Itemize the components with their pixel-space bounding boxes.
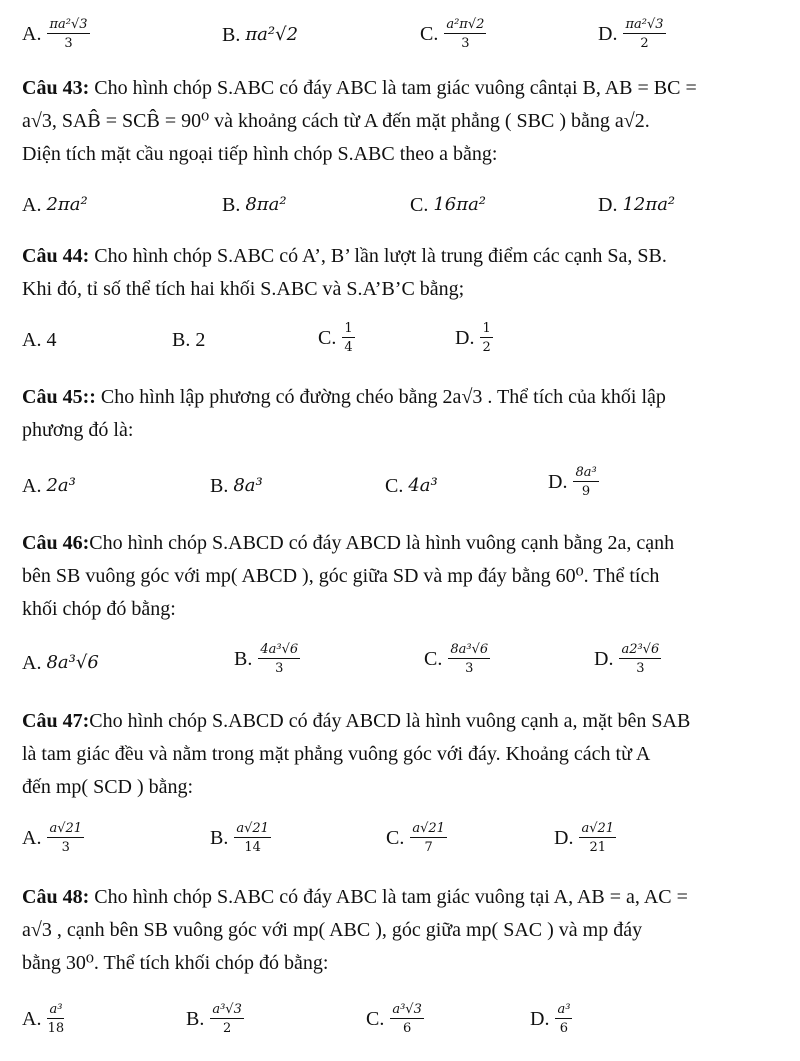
q48-stem-line-1: Câu 48: Cho hình chóp S.ABC có đáy ABC là tam giác vuông tại A, AB = a, AC = <box>22 886 688 908</box>
q48-option-a: A. $\frac{\text{a³}}{18}$ <box>22 1002 65 1036</box>
fraction: $\frac{\text{8a³}}{9}$ <box>575 465 597 499</box>
q42-option-d: D. $\frac{\text{πa²√3}}{2}$ <box>598 17 664 51</box>
q44-option-b: B. 2 <box>172 329 206 351</box>
q45-stem-line-2: phương đó là: <box>22 419 134 441</box>
q47-option-a: A. $\frac{a√21}{3}$ <box>22 821 83 855</box>
q44-option-a: A. 4 <box>22 329 57 351</box>
fraction: $\frac{1}{4}$ <box>344 321 353 355</box>
fraction: $\frac{\text{a³√3}}{2}$ <box>212 1002 242 1036</box>
q46-option-d: D. $\frac{\text{a2³√6}}{3}$ <box>594 642 660 676</box>
q45-option-d: D. $\frac{\text{8a³}}{9}$ <box>548 465 597 499</box>
fraction: $\frac{a√21}{21}$ <box>581 821 615 855</box>
q48-option-d: D. $\frac{\text{a³}}{6}$ <box>530 1002 571 1036</box>
q46-option-c: C. $\frac{\text{8a³√6}}{3}$ <box>424 642 489 676</box>
fraction: $\frac{\text{a³}}{18}$ <box>47 1002 65 1036</box>
q43-option-d: D. 12πa² <box>598 194 676 216</box>
q48-stem-line-3: bằng 30⁰. Thể tích khối chóp đó bằng: <box>22 952 329 974</box>
q42-option-b: B. πa²√2 <box>222 24 299 46</box>
q43-option-b: B. 8πa² <box>222 194 287 216</box>
q47-stem-line-2: là tam giác đều và nằm trong mặt phẳng vuông góc với đáy. Khoảng cách từ A <box>22 743 651 765</box>
fraction: $\frac{\text{a²π√2}}{3}$ <box>446 17 485 51</box>
q46-stem-line-1: Câu 46:Cho hình chóp S.ABCD có đáy ABCD là hình vuông cạnh bằng 2a, cạnh <box>22 532 675 554</box>
q43-option-c: C. 16πa² <box>410 194 487 216</box>
q48-option-c: C. $\frac{\text{a³√3}}{6}$ <box>366 1002 422 1036</box>
q48-option-b: B. $\frac{\text{a³√3}}{2}$ <box>186 1002 242 1036</box>
q43-option-a: A. 2πa² <box>22 194 88 216</box>
q48-stem-line-2: a√3 , cạnh bên SB vuông góc với mp( ABC ), góc giữa mp( SAC ) và mp đáy <box>22 919 643 941</box>
fraction: $\frac{\text{a³√3}}{6}$ <box>392 1002 422 1036</box>
q45-title: Câu 45:: <box>22 386 96 408</box>
fraction: $\frac{\text{a2³√6}}{3}$ <box>621 642 660 676</box>
q42-option-c: C. $\frac{\text{a²π√2}}{3}$ <box>420 17 485 51</box>
fraction: $\frac{\text{4a³√6}}{3}$ <box>260 642 299 676</box>
fraction: $\frac{\text{πa²√3}}{2}$ <box>625 17 664 51</box>
q42-option-a: A. $\frac{\text{πa²√3}}{3}$ <box>22 17 88 51</box>
q46-option-b: B. $\frac{\text{4a³√6}}{3}$ <box>234 642 299 676</box>
q45-option-a: A. 2a³ <box>22 475 76 497</box>
fraction: $\frac{\text{a³}}{6}$ <box>557 1002 571 1036</box>
q46-stem-line-2: bên SB vuông góc với mp( ABCD ), góc giữa SD và mp đáy bằng 60⁰. Thể tích <box>22 565 660 587</box>
fraction: $\frac{1}{2}$ <box>482 321 491 355</box>
q47-stem-line-3: đến mp( SCD ) bằng: <box>22 776 194 798</box>
q43-stem-line-2: a√3, SAB̂ = SCB̂ = 90⁰ và khoảng cách từ A đến mặt phẳng ( SBC ) bằng a√2. <box>22 110 650 132</box>
fraction: $\frac{\text{πa²√3}}{3}$ <box>49 17 88 51</box>
q44-title: Câu 44: <box>22 245 90 267</box>
q46-option-a: A. 8a³√6 <box>22 652 99 674</box>
q44-option-d: D. $\frac{1}{2}$ <box>455 321 491 355</box>
q46-title: Câu 46: <box>22 532 90 554</box>
fraction: $\frac{\text{8a³√6}}{3}$ <box>450 642 489 676</box>
q43-stem-line-3: Diện tích mặt cầu ngoại tiếp hình chóp S.ABC theo a bằng: <box>22 143 498 165</box>
q43-title: Câu 43: <box>22 77 90 99</box>
q46-stem-line-3: khối chóp đó bằng: <box>22 598 176 620</box>
fraction: $\frac{a√21}{3}$ <box>49 821 83 855</box>
q45-option-b: B. 8a³ <box>210 475 263 497</box>
q44-option-c: C. $\frac{1}{4}$ <box>318 321 353 355</box>
q47-option-b: B. $\frac{a√21}{14}$ <box>210 821 269 855</box>
q47-stem-line-1: Câu 47:Cho hình chóp S.ABCD có đáy ABCD là hình vuông cạnh a, mặt bên SAB <box>22 710 691 732</box>
q47-option-d: D. $\frac{a√21}{21}$ <box>554 821 615 855</box>
q44-stem-line-1: Câu 44: Cho hình chóp S.ABC có A’, B’ lần lượt là trung điểm các cạnh Sa, SB. <box>22 245 667 267</box>
fraction: $\frac{a√21}{14}$ <box>236 821 269 855</box>
q45-stem-line-1: Câu 45:: Cho hình lập phương có đường chéo bằng 2a√3 . Thể tích của khối lập <box>22 386 666 408</box>
q47-option-c: C. $\frac{a√21}{7}$ <box>386 821 445 855</box>
fraction: $\frac{a√21}{7}$ <box>412 821 445 855</box>
q44-stem-line-2: Khi đó, tỉ số thể tích hai khối S.ABC và S.A’B’C bằng; <box>22 278 465 300</box>
q47-title: Câu 47: <box>22 710 90 732</box>
q45-option-c: C. 4a³ <box>385 475 438 497</box>
q48-title: Câu 48: <box>22 886 90 908</box>
q43-stem-line-1: Câu 43: Cho hình chóp S.ABC có đáy ABC là tam giác vuông cântại B, AB = BC = <box>22 77 697 99</box>
